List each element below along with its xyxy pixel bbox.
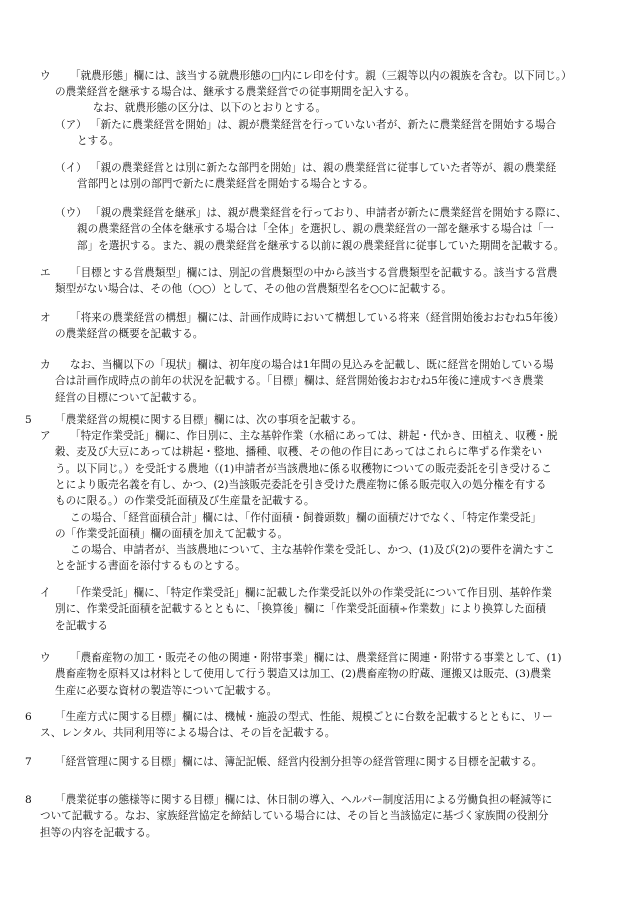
text-line: の農業経営を継承する場合は、継承する農業経営での従事期間を記入する。 <box>55 86 416 99</box>
paragraph-n5 <box>0 412 630 428</box>
text-line: 別に、作業受託面積を記載するとともに、「換算後」欄に「作業受託面積÷作業数」により換算した面積 <box>55 603 546 616</box>
text-line: 「特定作業受託」欄に、作目別に、主な基幹作業（水稲にあっては、耕起・代かき、田植え、収穫・脱 <box>70 430 558 442</box>
text-line: の「作業受託面積」欄の面積を加えて記載する。 <box>55 528 289 541</box>
text-line: 類型がない場合は、その他（○○）として、その他の営農類型名を○○に記載する。 <box>55 283 452 296</box>
paragraph-n6 <box>0 709 630 742</box>
text-line: 穀、麦及び大豆にあっては耕起・整地、播種、収穫、その他の作目にあってはこれらに準ずる作業をい <box>55 446 543 459</box>
paragraph-n7 <box>0 754 630 770</box>
item-marker: ウ <box>40 70 51 82</box>
text-line: この場合、「経営面積合計」欄には、「作付面積・飼養頭数」欄の面積だけでなく、「特定作業受託」 <box>70 512 542 524</box>
item-marker: 5 <box>25 414 32 426</box>
text-line: とを証する書面を添付するものとする。 <box>55 560 246 573</box>
text-line: 親の農業経営の全体を継承する場合は「全体」を選択し、親の農業経営の一部を継承する場合は「一 <box>77 223 554 236</box>
text-line: この場合、申請者が、当該農地について、主な基幹作業を受託し、かつ、(1)及び(2)の要件を満たすこ <box>70 544 555 556</box>
paragraph-a <box>0 117 630 150</box>
text-line: 農畜産物を原料又は材料として使用して行う製造又は加工、(2)農畜産物の貯蔵、運搬又は販売、(3)農業 <box>55 668 552 681</box>
paragraph-u <box>0 68 630 101</box>
text-line: 「新たに農業経営を開始」は、親が農業経営を行っていない者が、新たに農業経営を開始する場合 <box>90 119 557 131</box>
text-line: 担等の内容を記載する。 <box>40 826 157 839</box>
paragraph-n5a <box>0 428 630 509</box>
paragraph-e <box>0 265 630 298</box>
paragraph-u-note <box>0 100 630 116</box>
text-line: ス、レンタル、共同利用等による場合は、その旨を記載する。 <box>40 727 336 740</box>
item-marker: （ア） <box>55 119 87 131</box>
item-marker: （イ） <box>55 162 87 174</box>
text-line: う。以下同じ。）を受託する農地（(1)申請者が当該農地に係る収穫物についての販売委託を引き受けるこ <box>55 462 552 475</box>
text-line: 「経営管理に関する目標」欄には、簿記記帳、経営内役割分担等の経営管理に関する目標を記載する。 <box>55 756 543 768</box>
text-line: 「農畜産物の加工・販売その他の関連・附帯事業」欄には、農業経営に関連・附帯する事業として、(1) <box>70 652 562 664</box>
text-line: 「作業受託」欄に、「特定作業受託」欄に記載した作業受託以外の作業受託について作目別、基幹作業 <box>70 587 552 599</box>
text-line: とする。 <box>77 135 120 148</box>
text-line: 「親の農業経営を継承」は、親が農業経営を行っており、申請者が新たに農業経営を開始する際に、 <box>90 207 567 219</box>
text-line: ものに限る。）の作業受託面積及び生産量を記載する。 <box>55 495 315 508</box>
item-marker: 8 <box>25 794 32 806</box>
text-line: ついて記載する。なお、家族経営協定を締結している場合には、その旨と当該協定に基づく家族間の役割分 <box>40 810 549 823</box>
text-line: 「農業従事の態様等に関する目標」欄には、休日制の導入、ヘルパー制度活用による労働負担の軽減等に <box>55 794 553 806</box>
paragraph-o <box>0 310 630 343</box>
text-line: 「就農形態」欄には、該当する就農形態の□内にレ印を付す。親（三親等以内の親族を含む。以下同じ。） <box>70 70 572 82</box>
item-marker: イ <box>40 587 51 599</box>
item-marker: 6 <box>25 711 32 723</box>
item-marker: ア <box>40 430 51 442</box>
paragraph-c <box>0 205 630 254</box>
paragraph-n5u <box>0 650 630 699</box>
text-line: 営部門とは別の部門で新たに農業経営を開始する場合とする。 <box>77 178 374 191</box>
item-marker: （ウ） <box>55 207 87 219</box>
paragraph-n5a-3 <box>0 542 630 575</box>
paragraph-n5i <box>0 585 630 634</box>
text-line: 生産に必要な資材の製造等について記載する。 <box>55 684 278 697</box>
item-marker: 7 <box>25 756 32 768</box>
item-marker: エ <box>40 267 51 279</box>
text-line: の農業経営の概要を記載する。 <box>55 328 204 341</box>
text-line: 「将来の農業経営の構想」欄には、計画作成時において構想している将来（経営開始後おおむね5年後） <box>70 312 565 324</box>
text-line: 経営の目標について記載する。 <box>55 391 204 404</box>
text-line: とにより販売名義を有し、かつ、(2)当該販売委託を引き受けた農産物に係る販売収入の処分権を有する <box>55 478 547 491</box>
text-line: 「親の農業経営とは別に新たな部門を開始」は、親の農業経営に従事していた者等が、親の農業経 <box>90 162 557 174</box>
paragraph-n5a-2 <box>0 510 630 543</box>
text-line: 合は計画作成時点の前年の状況を記載する。「目標」欄は、経営開始後おおむね5年後に達成すべき農業 <box>55 375 544 388</box>
item-marker: カ <box>40 359 51 371</box>
text-line: 「生産方式に関する目標」欄には、機械・施設の型式、性能、規模ごとに台数を記載するとともに、リー <box>55 711 553 723</box>
text-line: を記載する <box>55 619 108 632</box>
text-line: 「農業経営の規模に関する目標」欄には、次の事項を記載する。 <box>55 414 363 426</box>
item-marker: オ <box>40 312 51 324</box>
text-line: なお、就農形態の区分は、以下のとおりとする。 <box>93 102 327 114</box>
text-line: 「目標とする営農類型」欄には、別記の営農類型の中から該当する営農類型を記載する。該当する営農 <box>70 267 558 279</box>
text-line: なお、当欄以下の「現状」欄は、初年度の場合は1年間の見込みを記載し、既に経営を開始している場 <box>70 359 554 371</box>
paragraph-n8 <box>0 792 630 841</box>
item-marker: ウ <box>40 652 51 664</box>
paragraph-i <box>0 160 630 193</box>
text-line: 部」を選択する。また、親の農業経営を継承する以前に親の農業経営に従事していた期間を記載する。 <box>77 239 565 252</box>
paragraph-ka <box>0 357 630 406</box>
